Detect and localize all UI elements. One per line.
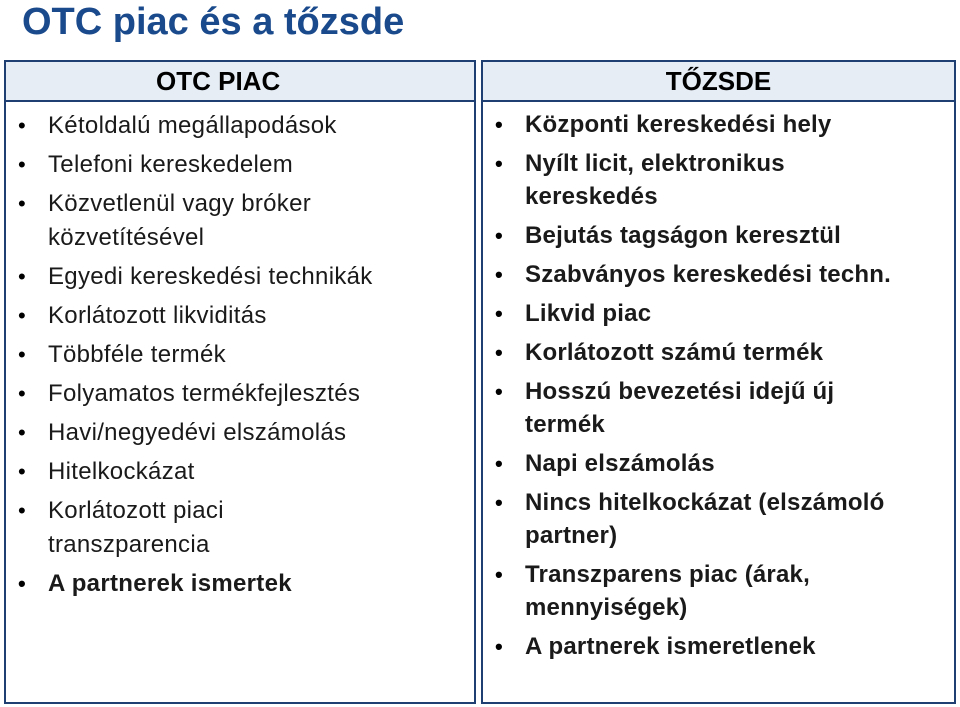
otc-list bbox=[6, 109, 474, 601]
list-item: • Közvetlenül vagy bróker közvetítésével bbox=[6, 187, 384, 255]
list-item: • Központi kereskedési hely bbox=[483, 108, 954, 141]
list-item: • Nyílt licit, elektronikus kereskedés bbox=[483, 147, 831, 213]
list-item: • Többféle termék bbox=[6, 338, 474, 372]
list-item: • Egyedi kereskedési technikák bbox=[6, 260, 474, 294]
list-item: • Napi elszámolás bbox=[483, 447, 954, 480]
list-item: • Telefoni kereskedelem bbox=[6, 148, 474, 182]
list-item: • A partnerek ismeretlenek bbox=[483, 630, 954, 663]
list-item: • Transzparens piac (árak, mennyiségek) bbox=[483, 558, 831, 624]
list-item: • Korlátozott likviditás bbox=[6, 299, 474, 333]
list-item: • Folyamatos termékfejlesztés bbox=[6, 377, 474, 411]
otc-column bbox=[4, 60, 476, 704]
list-item: • Hosszú bevezetési idejű új termék bbox=[483, 375, 871, 441]
list-item: • Havi/negyedévi elszámolás bbox=[6, 416, 474, 450]
list-item: • Hitelkockázat bbox=[6, 455, 474, 489]
list-item: • Likvid piac bbox=[483, 297, 954, 330]
list-item: • Kétoldalú megállapodások bbox=[6, 109, 474, 143]
list-item: • Nincs hitelkockázat (elszámoló partner) bbox=[483, 486, 954, 552]
list-item: • Korlátozott számú termék bbox=[483, 336, 954, 369]
otc-header: OTC PIAC bbox=[6, 62, 474, 102]
list-item: • A partnerek ismertek bbox=[6, 567, 474, 601]
exchange-header: TŐZSDE bbox=[483, 62, 954, 102]
page-title: OTC piac és a tőzsde bbox=[22, 1, 405, 43]
list-item: • Bejutás tagságon keresztül bbox=[483, 219, 954, 252]
list-item: • Szabványos kereskedési techn. bbox=[483, 258, 954, 291]
exchange-column bbox=[481, 60, 956, 704]
exchange-list bbox=[483, 108, 954, 663]
list-item: • Korlátozott piaci transzparencia bbox=[6, 494, 294, 562]
